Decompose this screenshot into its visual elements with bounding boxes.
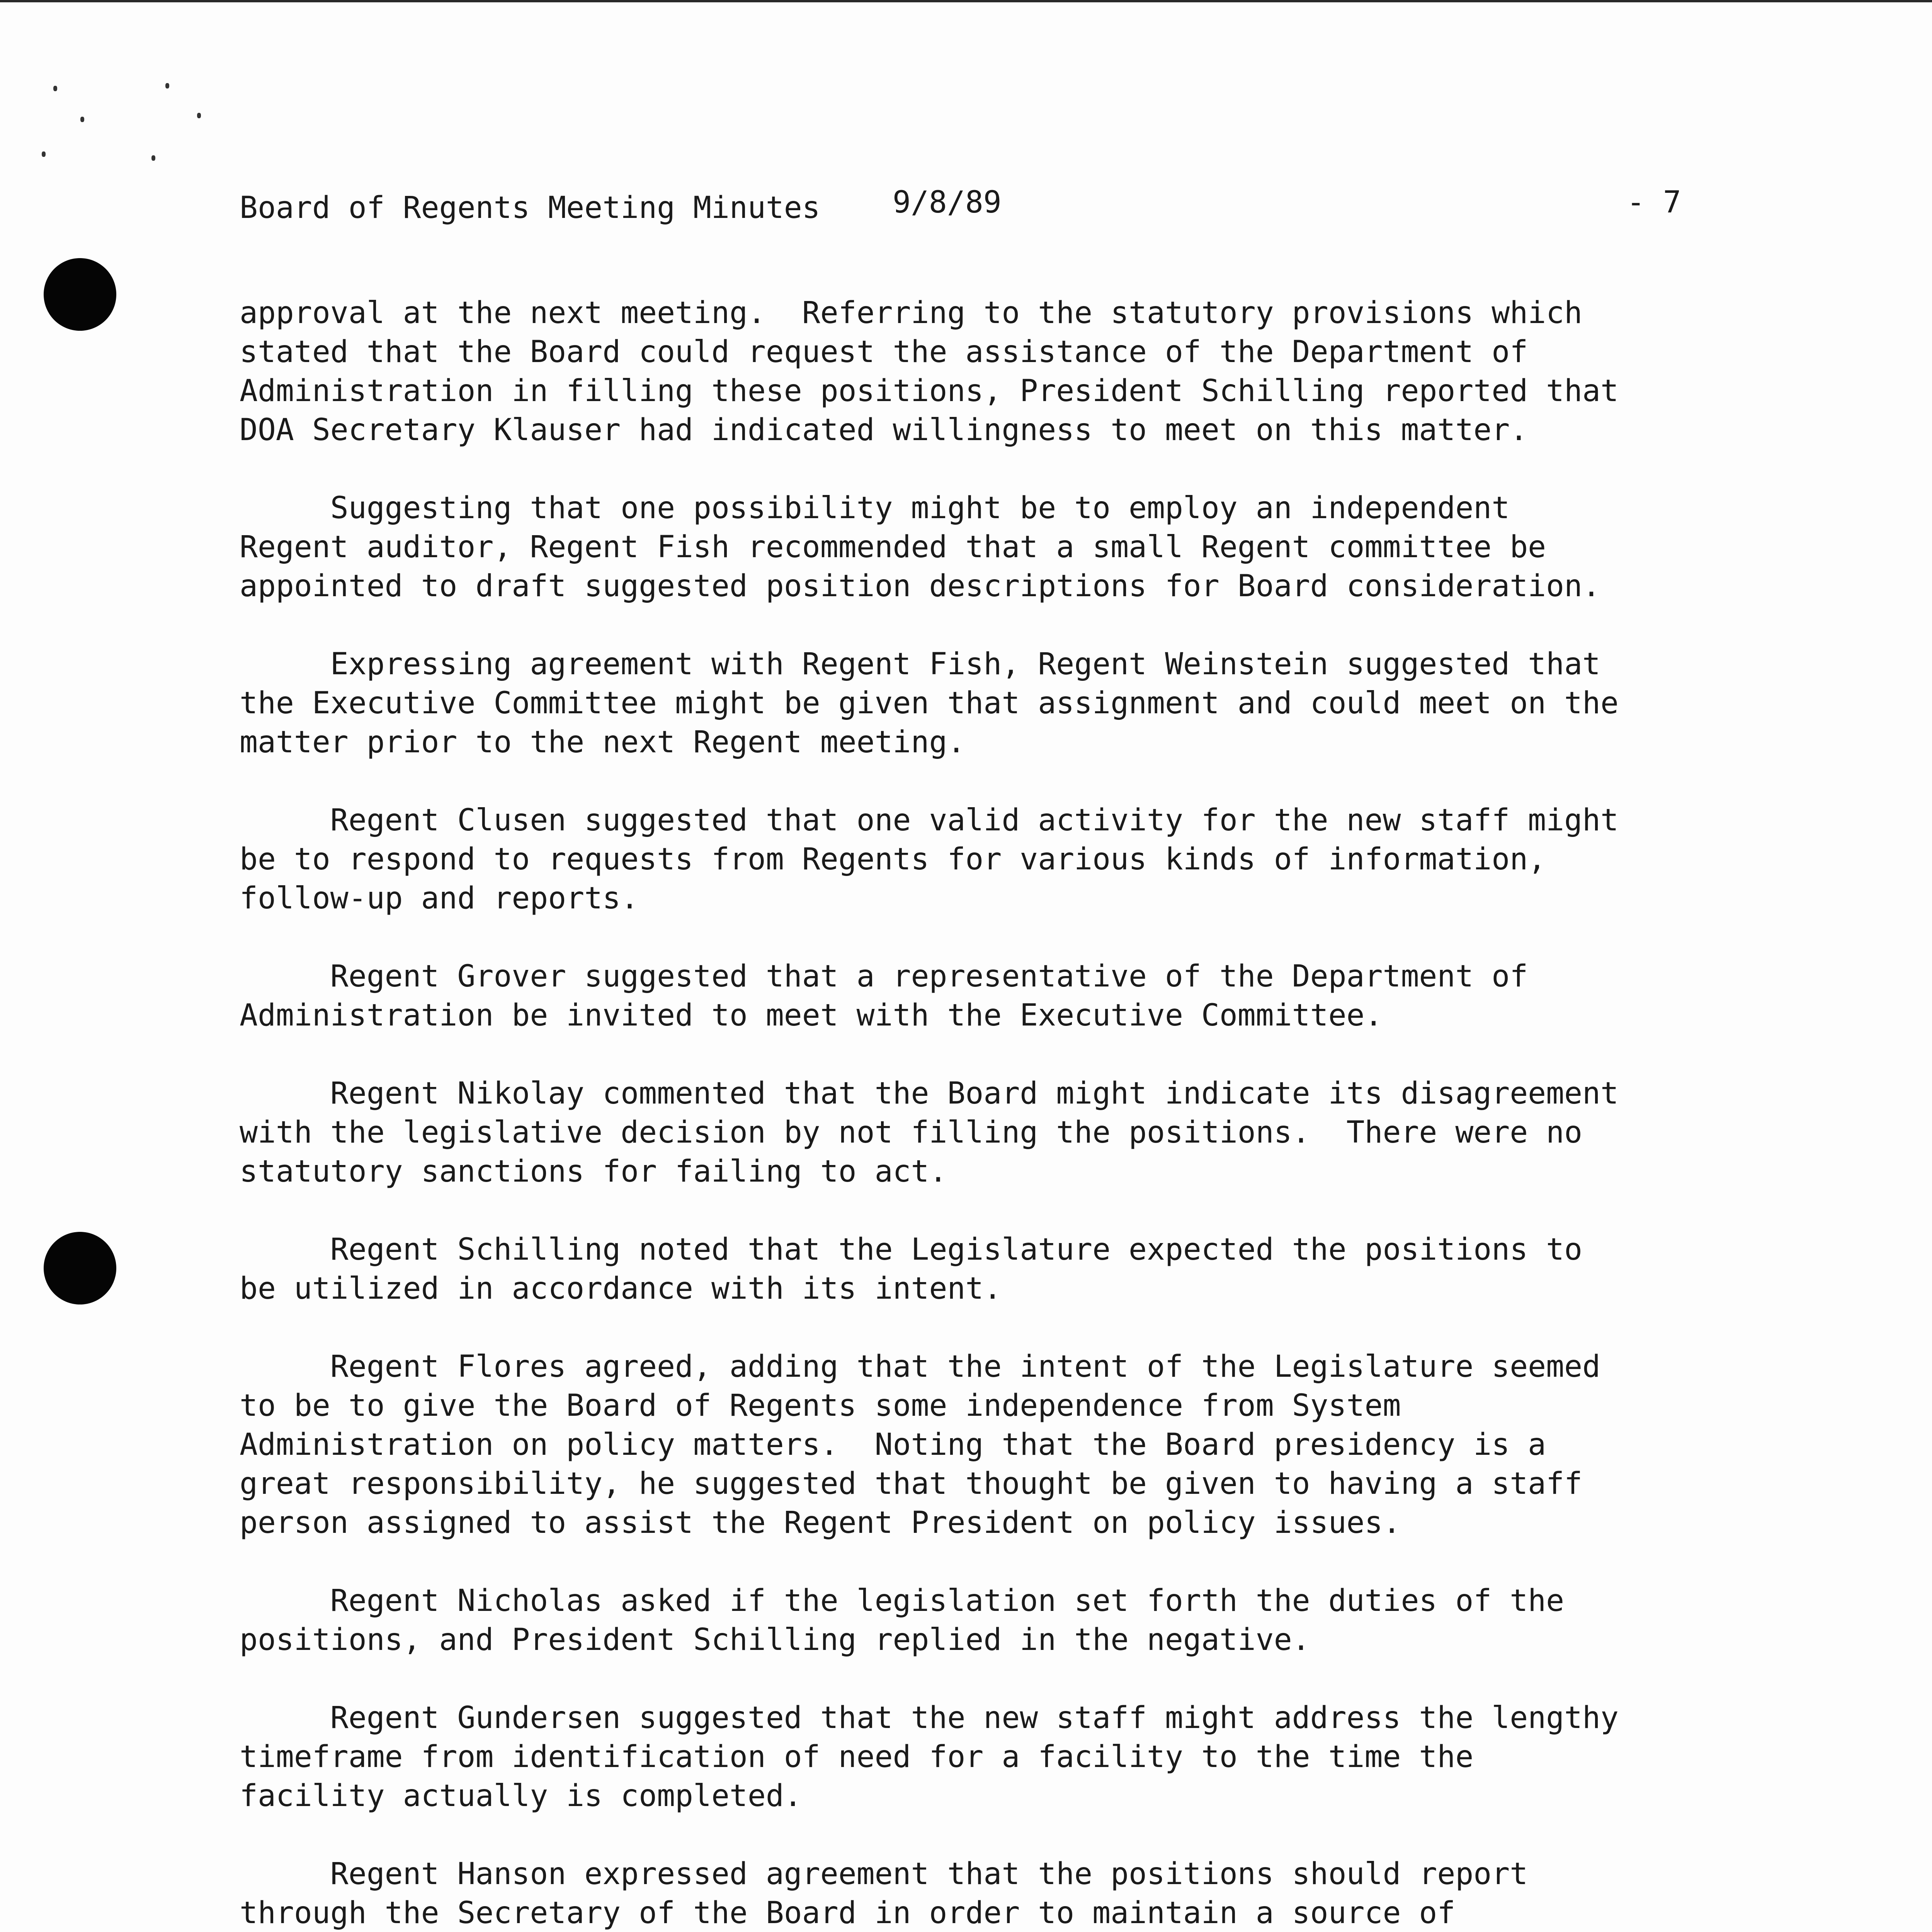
- minutes-body: [240, 294, 1719, 1932]
- paragraph: Regent Nicholas asked if the legislation set forth the duties of the positions, and President Schilling replied in the negative.: [240, 1583, 1565, 1657]
- page-number: - 7: [1627, 185, 1681, 220]
- paragraph: Expressing agreement with Regent Fish, Regent Weinstein suggested that the Executive Committee might be given that assignment and could meet on the matter prior to the next Regent meeting.: [240, 647, 1619, 760]
- punch-hole-middle: [44, 1232, 116, 1304]
- meeting-date: 9/8/89: [893, 185, 1002, 220]
- paragraph: Regent Clusen suggested that one valid activity for the new staff might be to respond to requests from Regents for various kinds of information, follow-up and reports.: [240, 803, 1619, 916]
- paragraph: Regent Hanson expressed agreement that the positions should report through the Secretary of the Board in order to maintain a source of: [240, 1857, 1528, 1930]
- paragraph: Regent Grover suggested that a representative of the Department of Administration be invited to meet with the Executive Committee.: [240, 959, 1528, 1033]
- document-title: Board of Regents Meeting Minutes: [240, 190, 820, 225]
- scan-speck: [80, 117, 84, 122]
- punch-hole-top: [44, 258, 116, 331]
- scan-speck: [165, 83, 169, 88]
- paragraph: Suggesting that one possibility might be to employ an independent Regent auditor, Regent Fish recommended that a small Regent committee be appointed to draft suggested position descriptions for Board consideration.: [240, 491, 1600, 604]
- paragraph: Regent Schilling noted that the Legislature expected the positions to be utilized in accordance with its intent.: [240, 1232, 1583, 1306]
- scan-speck: [197, 113, 201, 118]
- scan-speck: [53, 86, 57, 91]
- paragraph: Regent Gundersen suggested that the new staff might address the lengthy timeframe from identification of need for a facility to the time the facility actually is completed.: [240, 1701, 1619, 1813]
- scan-speck: [151, 155, 155, 161]
- paragraph: Regent Nikolay commented that the Board might indicate its disagreement with the legislative decision by not filling the positions. There were no statutory sanctions for failing to act.: [240, 1076, 1619, 1189]
- scan-speck: [42, 151, 46, 157]
- paragraph: Regent Flores agreed, adding that the intent of the Legislature seemed to be to give the Board of Regents some independence from System Administration on policy matters. Noting that the Board presidency is a great responsibility, he suggested that thought be given to having a staff person assigned to assist the Regent President on policy issues.: [240, 1349, 1600, 1540]
- top-edge-rule: [0, 0, 1932, 2]
- paragraph: approval at the next meeting. Referring to the statutory provisions which stated that the Board could request the assistance of the Department of Administration in filling these positions, President Schilling reported that DOA Secretary Klauser had indicated willingness to meet on this matter.: [240, 296, 1619, 447]
- page-header: [240, 181, 1708, 235]
